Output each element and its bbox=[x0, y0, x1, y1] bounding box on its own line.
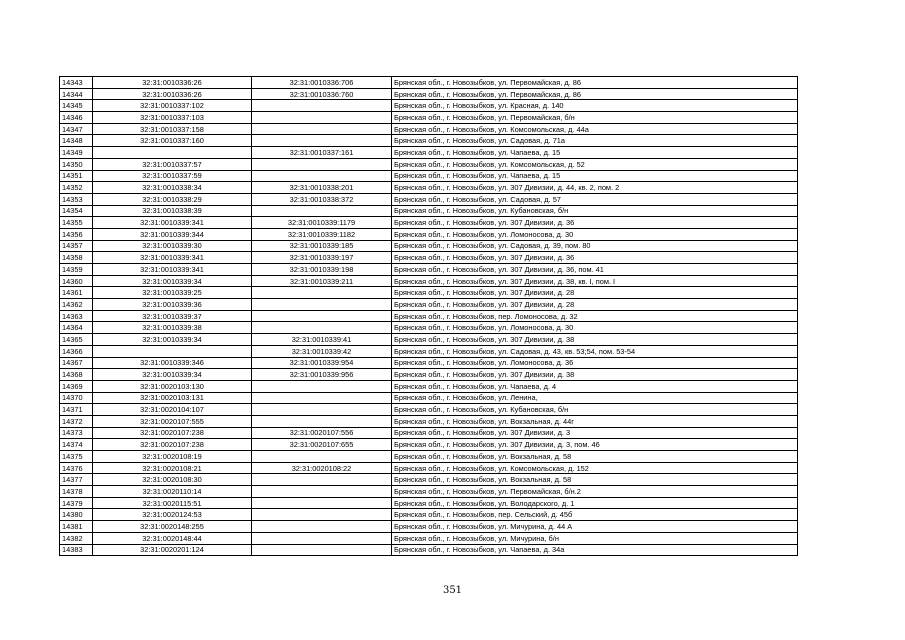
address-cell: Брянская обл., г. Новозыбков, ул. Первомайская, д. 86 bbox=[392, 77, 798, 89]
row-number-cell: 14376 bbox=[60, 462, 93, 474]
table-row bbox=[60, 451, 798, 463]
row-number-cell: 14381 bbox=[60, 521, 93, 533]
cadastral-number-cell: 32:31:0010339:38 bbox=[93, 322, 252, 334]
cadastral-number-cell: 32:31:0010338:39 bbox=[93, 205, 252, 217]
related-cadastral-number-cell bbox=[252, 497, 392, 509]
address-cell: Брянская обл., г. Новозыбков, ул. Мичурина, д. 44 А bbox=[392, 521, 798, 533]
table-row bbox=[60, 252, 798, 264]
address-cell: Брянская обл., г. Новозыбков, ул. Садовая, д. 39, пом. 80 bbox=[392, 240, 798, 252]
table-row bbox=[60, 462, 798, 474]
cadastral-number-cell: 32:31:0010337:158 bbox=[93, 123, 252, 135]
table-row bbox=[60, 264, 798, 276]
address-cell: Брянская обл., г. Новозыбков, ул. Володарского, д. 1 bbox=[392, 497, 798, 509]
address-cell: Брянская обл., г. Новозыбков, пер. Сельский, д. 45б bbox=[392, 509, 798, 521]
address-cell: Брянская обл., г. Новозыбков, ул. Садовая, д. 43, кв. 53;54, пом. 53-54 bbox=[392, 345, 798, 357]
related-cadastral-number-cell bbox=[252, 392, 392, 404]
address-cell: Брянская обл., г. Новозыбков, ул. 307 Дивизии, д. 28 bbox=[392, 299, 798, 311]
address-cell: Брянская обл., г. Новозыбков, ул. Кубановская, б/н bbox=[392, 205, 798, 217]
cadastral-number-cell: 32:31:0010339:341 bbox=[93, 217, 252, 229]
row-number-cell: 14367 bbox=[60, 357, 93, 369]
cadastral-number-cell: 32:31:0010339:36 bbox=[93, 299, 252, 311]
table-row bbox=[60, 334, 798, 346]
related-cadastral-number-cell bbox=[252, 404, 392, 416]
table-row bbox=[60, 123, 798, 135]
table-row bbox=[60, 100, 798, 112]
related-cadastral-number-cell bbox=[252, 451, 392, 463]
address-cell: Брянская обл., г. Новозыбков, ул. Вокзальная, д. 44г bbox=[392, 415, 798, 427]
related-cadastral-number-cell bbox=[252, 474, 392, 486]
cadastral-number-cell: 32:31:0010338:29 bbox=[93, 193, 252, 205]
cadastral-number-cell: 32:31:0010339:34 bbox=[93, 334, 252, 346]
row-number-cell: 14383 bbox=[60, 544, 93, 556]
cadastral-number-cell: 32:31:0020148:44 bbox=[93, 532, 252, 544]
related-cadastral-number-cell bbox=[252, 486, 392, 498]
table-row bbox=[60, 544, 798, 556]
related-cadastral-number-cell: 32:31:0010338:372 bbox=[252, 193, 392, 205]
related-cadastral-number-cell bbox=[252, 544, 392, 556]
row-number-cell: 14360 bbox=[60, 275, 93, 287]
address-cell: Брянская обл., г. Новозыбков, ул. Комсомольская, д. 152 bbox=[392, 462, 798, 474]
row-number-cell: 14352 bbox=[60, 182, 93, 194]
table-row bbox=[60, 135, 798, 147]
cadastral-number-cell: 32:31:0020110:14 bbox=[93, 486, 252, 498]
table-row bbox=[60, 486, 798, 498]
row-number-cell: 14348 bbox=[60, 135, 93, 147]
cadastral-number-cell: 32:31:0020108:21 bbox=[93, 462, 252, 474]
address-cell: Брянская обл., г. Новозыбков, ул. Красная, д. 140 bbox=[392, 100, 798, 112]
related-cadastral-number-cell bbox=[252, 310, 392, 322]
row-number-cell: 14359 bbox=[60, 264, 93, 276]
address-cell: Брянская обл., г. Новозыбков, ул. Вокзальная, д. 58 bbox=[392, 451, 798, 463]
row-number-cell: 14346 bbox=[60, 112, 93, 124]
related-cadastral-number-cell: 32:31:0010336:706 bbox=[252, 77, 392, 89]
row-number-cell: 14382 bbox=[60, 532, 93, 544]
related-cadastral-number-cell: 32:31:0010339:197 bbox=[252, 252, 392, 264]
related-cadastral-number-cell bbox=[252, 380, 392, 392]
row-number-cell: 14369 bbox=[60, 380, 93, 392]
related-cadastral-number-cell: 32:31:0010339:42 bbox=[252, 345, 392, 357]
row-number-cell: 14374 bbox=[60, 439, 93, 451]
related-cadastral-number-cell bbox=[252, 112, 392, 124]
row-number-cell: 14350 bbox=[60, 158, 93, 170]
table-row bbox=[60, 380, 798, 392]
row-number-cell: 14362 bbox=[60, 299, 93, 311]
related-cadastral-number-cell bbox=[252, 135, 392, 147]
table-row bbox=[60, 88, 798, 100]
cadastral-number-cell: 32:31:0020103:130 bbox=[93, 380, 252, 392]
cadastral-number-cell: 32:31:0010339:34 bbox=[93, 275, 252, 287]
address-cell: Брянская обл., г. Новозыбков, ул. 307 Дивизии, д. 28 bbox=[392, 287, 798, 299]
row-number-cell: 14366 bbox=[60, 345, 93, 357]
row-number-cell: 14344 bbox=[60, 88, 93, 100]
address-cell: Брянская обл., г. Новозыбков, ул. Комсомольская, д. 52 bbox=[392, 158, 798, 170]
cadastral-number-cell: 32:31:0010339:37 bbox=[93, 310, 252, 322]
related-cadastral-number-cell: 32:31:0010338:201 bbox=[252, 182, 392, 194]
address-cell: Брянская обл., г. Новозыбков, ул. 307 Дивизии, д. 38, кв. I, пом. I bbox=[392, 275, 798, 287]
row-number-cell: 14370 bbox=[60, 392, 93, 404]
row-number-cell: 14351 bbox=[60, 170, 93, 182]
related-cadastral-number-cell: 32:31:0020107:556 bbox=[252, 427, 392, 439]
row-number-cell: 14365 bbox=[60, 334, 93, 346]
table-row bbox=[60, 77, 798, 89]
cadastral-number-cell: 32:31:0010336:26 bbox=[93, 88, 252, 100]
cadastral-number-cell: 32:31:0010339:30 bbox=[93, 240, 252, 252]
address-cell: Брянская обл., г. Новозыбков, ул. Ленина, bbox=[392, 392, 798, 404]
row-number-cell: 14363 bbox=[60, 310, 93, 322]
table-row bbox=[60, 404, 798, 416]
related-cadastral-number-cell bbox=[252, 509, 392, 521]
related-cadastral-number-cell bbox=[252, 123, 392, 135]
cadastral-number-cell: 32:31:0010336:26 bbox=[93, 77, 252, 89]
table-row bbox=[60, 439, 798, 451]
cadastral-number-cell: 32:31:0010339:344 bbox=[93, 228, 252, 240]
table-row bbox=[60, 521, 798, 533]
cadastral-number-cell bbox=[93, 147, 252, 159]
related-cadastral-number-cell: 32:31:0020108:22 bbox=[252, 462, 392, 474]
table-row bbox=[60, 427, 798, 439]
row-number-cell: 14355 bbox=[60, 217, 93, 229]
row-number-cell: 14343 bbox=[60, 77, 93, 89]
table-row bbox=[60, 299, 798, 311]
table-row bbox=[60, 217, 798, 229]
table-row bbox=[60, 112, 798, 124]
related-cadastral-number-cell: 32:31:0010339:211 bbox=[252, 275, 392, 287]
address-cell: Брянская обл., г. Новозыбков, ул. Первомайская, б/н.2 bbox=[392, 486, 798, 498]
related-cadastral-number-cell bbox=[252, 205, 392, 217]
row-number-cell: 14371 bbox=[60, 404, 93, 416]
row-number-cell: 14349 bbox=[60, 147, 93, 159]
cadastral-number-cell: 32:31:0010339:25 bbox=[93, 287, 252, 299]
address-cell: Брянская обл., г. Новозыбков, ул. 307 Дивизии, д. 3, пом. 46 bbox=[392, 439, 798, 451]
address-cell: Брянская обл., г. Новозыбков, ул. Ломоносова, д. 30 bbox=[392, 322, 798, 334]
related-cadastral-number-cell: 32:31:0010337:161 bbox=[252, 147, 392, 159]
address-cell: Брянская обл., г. Новозыбков, ул. 307 Дивизии, д. 38 bbox=[392, 369, 798, 381]
cadastral-number-cell: 32:31:0020103:131 bbox=[93, 392, 252, 404]
table-row bbox=[60, 205, 798, 217]
cadastral-number-cell: 32:31:0010338:34 bbox=[93, 182, 252, 194]
table-row bbox=[60, 497, 798, 509]
row-number-cell: 14368 bbox=[60, 369, 93, 381]
table-row bbox=[60, 193, 798, 205]
cadastral-number-cell: 32:31:0010337:103 bbox=[93, 112, 252, 124]
cadastral-number-cell: 32:31:0020201:124 bbox=[93, 544, 252, 556]
row-number-cell: 14353 bbox=[60, 193, 93, 205]
table-row bbox=[60, 287, 798, 299]
cadastral-number-cell: 32:31:0020124:53 bbox=[93, 509, 252, 521]
address-cell: Брянская обл., г. Новозыбков, ул. Чапаева, д. 15 bbox=[392, 147, 798, 159]
row-number-cell: 14361 bbox=[60, 287, 93, 299]
row-number-cell: 14377 bbox=[60, 474, 93, 486]
table-row bbox=[60, 532, 798, 544]
cadastral-number-cell: 32:31:0020148:255 bbox=[93, 521, 252, 533]
table-row bbox=[60, 322, 798, 334]
address-cell: Брянская обл., г. Новозыбков, ул. 307 Дивизии, д. 36, пом. 41 bbox=[392, 264, 798, 276]
table-row bbox=[60, 392, 798, 404]
cadastral-number-cell: 32:31:0020104:107 bbox=[93, 404, 252, 416]
cadastral-number-cell: 32:31:0020107:555 bbox=[93, 415, 252, 427]
registry-table-body bbox=[60, 77, 798, 556]
address-cell: Брянская обл., г. Новозыбков, ул. Вокзальная, д. 58 bbox=[392, 474, 798, 486]
row-number-cell: 14347 bbox=[60, 123, 93, 135]
related-cadastral-number-cell bbox=[252, 100, 392, 112]
address-cell: Брянская обл., г. Новозыбков, ул. 307 Дивизии, д. 36 bbox=[392, 217, 798, 229]
related-cadastral-number-cell: 32:31:0010339:185 bbox=[252, 240, 392, 252]
table-row bbox=[60, 170, 798, 182]
row-number-cell: 14380 bbox=[60, 509, 93, 521]
address-cell: Брянская обл., г. Новозыбков, ул. Чапаева, д. 34а bbox=[392, 544, 798, 556]
address-cell: Брянская обл., г. Новозыбков, ул. 307 Дивизии, д. 44, кв. 2, пом. 2 bbox=[392, 182, 798, 194]
address-cell: Брянская обл., г. Новозыбков, ул. 307 Дивизии, д. 38 bbox=[392, 334, 798, 346]
address-cell: Брянская обл., г. Новозыбков, пер. Ломоносова, д. 32 bbox=[392, 310, 798, 322]
related-cadastral-number-cell: 32:31:0010339:956 bbox=[252, 369, 392, 381]
row-number-cell: 14345 bbox=[60, 100, 93, 112]
row-number-cell: 14356 bbox=[60, 228, 93, 240]
address-cell: Брянская обл., г. Новозыбков, ул. Чапаева, д. 4 bbox=[392, 380, 798, 392]
cadastral-number-cell: 32:31:0010339:341 bbox=[93, 252, 252, 264]
related-cadastral-number-cell bbox=[252, 322, 392, 334]
cadastral-number-cell: 32:31:0010339:341 bbox=[93, 264, 252, 276]
related-cadastral-number-cell bbox=[252, 521, 392, 533]
row-number-cell: 14357 bbox=[60, 240, 93, 252]
cadastral-number-cell: 32:31:0020107:238 bbox=[93, 427, 252, 439]
row-number-cell: 14364 bbox=[60, 322, 93, 334]
address-cell: Брянская обл., г. Новозыбков, ул. Садовая, д. 71а bbox=[392, 135, 798, 147]
address-cell: Брянская обл., г. Новозыбков, ул. Первомайская, д. 86 bbox=[392, 88, 798, 100]
related-cadastral-number-cell: 32:31:0010339:954 bbox=[252, 357, 392, 369]
related-cadastral-number-cell: 32:31:0010339:1182 bbox=[252, 228, 392, 240]
cadastral-number-cell: 32:31:0010337:160 bbox=[93, 135, 252, 147]
table-row bbox=[60, 147, 798, 159]
table-row bbox=[60, 415, 798, 427]
table-row bbox=[60, 369, 798, 381]
related-cadastral-number-cell bbox=[252, 170, 392, 182]
address-cell: Брянская обл., г. Новозыбков, ул. Ломоносова, д. 36 bbox=[392, 357, 798, 369]
cadastral-number-cell: 32:31:0020108:30 bbox=[93, 474, 252, 486]
property-registry-table bbox=[59, 76, 798, 556]
table-row bbox=[60, 357, 798, 369]
address-cell: Брянская обл., г. Новозыбков, ул. Первомайская, б/н bbox=[392, 112, 798, 124]
cadastral-number-cell: 32:31:0020107:238 bbox=[93, 439, 252, 451]
page-number: 351 bbox=[442, 585, 463, 596]
related-cadastral-number-cell bbox=[252, 532, 392, 544]
related-cadastral-number-cell bbox=[252, 158, 392, 170]
cadastral-number-cell bbox=[93, 345, 252, 357]
row-number-cell: 14379 bbox=[60, 497, 93, 509]
table-row bbox=[60, 310, 798, 322]
address-cell: Брянская обл., г. Новозыбков, ул. Ломоносова, д. 30 bbox=[392, 228, 798, 240]
related-cadastral-number-cell: 32:31:0010339:1179 bbox=[252, 217, 392, 229]
address-cell: Брянская обл., г. Новозыбков, ул. Мичурина, б/н bbox=[392, 532, 798, 544]
row-number-cell: 14375 bbox=[60, 451, 93, 463]
table-row bbox=[60, 158, 798, 170]
related-cadastral-number-cell: 32:31:0010336:760 bbox=[252, 88, 392, 100]
cadastral-number-cell: 32:31:0010339:346 bbox=[93, 357, 252, 369]
related-cadastral-number-cell: 32:31:0010339:41 bbox=[252, 334, 392, 346]
address-cell: Брянская обл., г. Новозыбков, ул. Комсомольская, д. 44а bbox=[392, 123, 798, 135]
cadastral-number-cell: 32:31:0010337:57 bbox=[93, 158, 252, 170]
row-number-cell: 14354 bbox=[60, 205, 93, 217]
table-row bbox=[60, 474, 798, 486]
cadastral-number-cell: 32:31:0010337:59 bbox=[93, 170, 252, 182]
table-row bbox=[60, 228, 798, 240]
related-cadastral-number-cell bbox=[252, 287, 392, 299]
table-row bbox=[60, 275, 798, 287]
address-cell: Брянская обл., г. Новозыбков, ул. Кубановская, б/н bbox=[392, 404, 798, 416]
cadastral-number-cell: 32:31:0020115:51 bbox=[93, 497, 252, 509]
row-number-cell: 14378 bbox=[60, 486, 93, 498]
cadastral-number-cell: 32:31:0010337:102 bbox=[93, 100, 252, 112]
related-cadastral-number-cell: 32:31:0020107:655 bbox=[252, 439, 392, 451]
row-number-cell: 14373 bbox=[60, 427, 93, 439]
address-cell: Брянская обл., г. Новозыбков, ул. 307 Дивизии, д. 3 bbox=[392, 427, 798, 439]
table-row bbox=[60, 509, 798, 521]
cadastral-number-cell: 32:31:0020108:19 bbox=[93, 451, 252, 463]
address-cell: Брянская обл., г. Новозыбков, ул. Чапаева, д. 15 bbox=[392, 170, 798, 182]
table-row bbox=[60, 345, 798, 357]
cadastral-number-cell: 32:31:0010339:34 bbox=[93, 369, 252, 381]
table-row bbox=[60, 240, 798, 252]
table-row bbox=[60, 182, 798, 194]
row-number-cell: 14372 bbox=[60, 415, 93, 427]
address-cell: Брянская обл., г. Новозыбков, ул. Садовая, д. 57 bbox=[392, 193, 798, 205]
address-cell: Брянская обл., г. Новозыбков, ул. 307 Дивизии, д. 36 bbox=[392, 252, 798, 264]
related-cadastral-number-cell bbox=[252, 299, 392, 311]
related-cadastral-number-cell: 32:31:0010339:198 bbox=[252, 264, 392, 276]
related-cadastral-number-cell bbox=[252, 415, 392, 427]
row-number-cell: 14358 bbox=[60, 252, 93, 264]
